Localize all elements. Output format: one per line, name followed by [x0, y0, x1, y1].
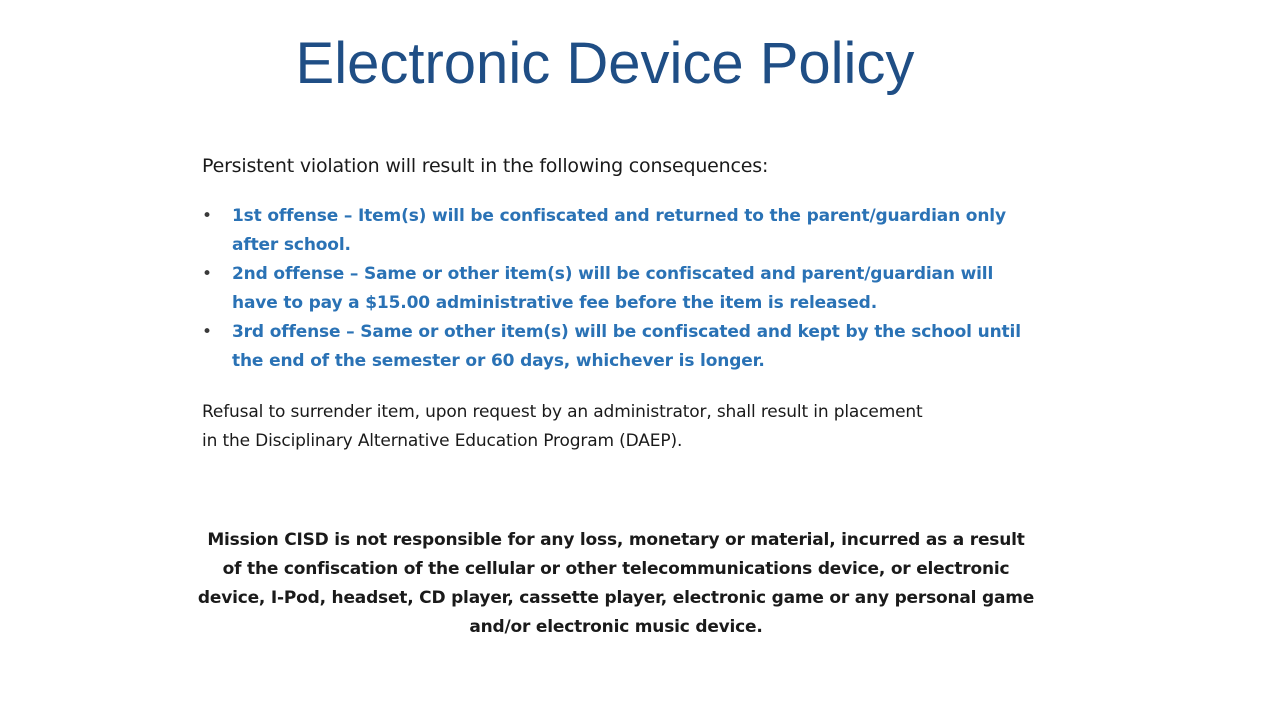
slide-title: Electronic Device Policy: [295, 31, 915, 96]
bullet-icon: •: [202, 322, 212, 342]
offense-item-2: [202, 260, 1032, 318]
offense-text: 3rd offense – Same or other item(s) will be confiscated and kept by the school until the end of the semester or 60 days, whichever is longer.: [232, 322, 1021, 371]
offense-item-3: [202, 318, 1032, 376]
offense-item-1: [202, 202, 1032, 260]
intro-text: Persistent violation will result in the following consequences:: [202, 155, 769, 177]
offense-text: 2nd offense – Same or other item(s) will be confiscated and parent/guardian will have to pay a $15.00 administrative fee before the item is released.: [232, 264, 994, 313]
refusal-text: Refusal to surrender item, upon request by an administrator, shall result in placement in the Disciplinary Alternative Education Program (DAEP).: [202, 402, 923, 451]
offense-text: 1st offense – Item(s) will be confiscated and returned to the parent/guardian only after school.: [232, 206, 1006, 255]
slide-content: [202, 152, 1032, 476]
offense-list: [202, 202, 1032, 376]
bullet-icon: •: [202, 206, 212, 226]
mission-disclaimer: Mission CISD is not responsible for any loss, monetary or material, incurred as a result of the confiscation of the cellular or other telecommunications device, or electronic device, I-Pod, headset, CD player, cassette player, electronic game or any personal game and/or electronic music device.: [197, 530, 1035, 637]
bullet-icon: •: [202, 264, 212, 284]
